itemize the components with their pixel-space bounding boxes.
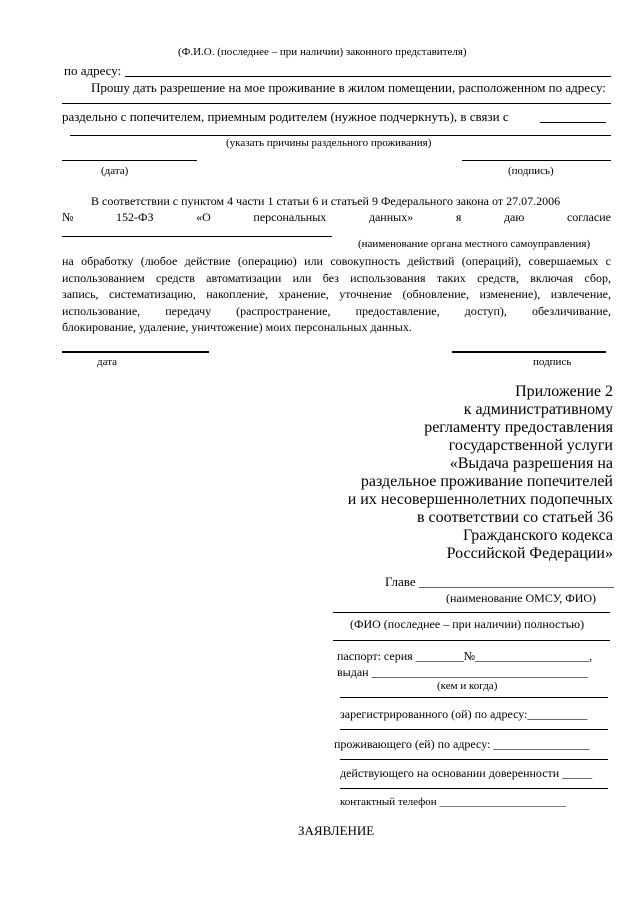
consent-line-2 xyxy=(62,211,611,223)
fio-line xyxy=(333,612,610,613)
consent-paragraph xyxy=(62,253,611,336)
signature-line xyxy=(462,160,611,161)
consent-word: даю xyxy=(503,210,525,224)
appendix-line: регламенту предоставления xyxy=(424,419,613,436)
issued-line: выдан ____________________________________ xyxy=(337,665,588,679)
issued-caption: (кем и когда) xyxy=(437,680,498,692)
consent-word: 152-ФЗ xyxy=(116,210,154,224)
consent-para-line: использование, передачу (распространение, предоставление, доступ), обезличивание, xyxy=(62,303,611,318)
appendix-line: в соответствии со статьей 36 xyxy=(417,509,613,526)
reason-line xyxy=(70,135,611,136)
reason-fill-line xyxy=(540,122,606,123)
head-label: Главе ______________________________ xyxy=(385,574,614,589)
appendix-line: раздельное проживание попечителей xyxy=(360,473,613,490)
residing-fill-line xyxy=(340,759,608,760)
consent-word: я xyxy=(455,210,462,224)
consent-para-line: запись, систематизацию, накопление, хранение, уточнение (обновление, изменение), извлечение, xyxy=(62,287,611,301)
request-address-line xyxy=(62,103,611,104)
signature-caption: (подпись) xyxy=(508,165,554,177)
appendix-line: государственной услуги xyxy=(448,437,613,454)
fio-caption: (Ф.И.О. (последнее – при наличии) законного представителя) xyxy=(178,46,467,58)
consent-date-line xyxy=(62,351,209,353)
consent-word: «О xyxy=(196,210,211,224)
address-line xyxy=(125,76,611,77)
residing-line: проживающего (ей) по адресу: ________________ xyxy=(334,737,590,751)
consent-signature-line xyxy=(452,351,606,353)
organ-line xyxy=(62,236,332,237)
consent-word: согласие xyxy=(566,210,611,224)
consent-word: № xyxy=(62,210,74,224)
appendix-line: «Выдача разрешения на xyxy=(449,455,613,472)
registered-line: зарегистрированного (ой) по адресу:__________ xyxy=(340,707,588,721)
request-line: Прошу дать разрешение на мое проживание в жилом помещении, расположенном по адресу: xyxy=(91,80,606,95)
consent-word: персональных xyxy=(253,210,327,224)
consent-line-1: В соответствии с пунктом 4 части 1 статьи 6 и статьей 9 Федерального закона от 27.07.2006 xyxy=(91,194,561,208)
appendix-line: и их несовершеннолетних подопечных xyxy=(347,491,613,508)
consent-para-last: блокирование, удаление, уничтожение) моих персональных данных. xyxy=(62,320,412,334)
fio-full-caption: (ФИО (последнее – при наличии) полностью) xyxy=(350,617,585,631)
appendix-line: Российской Федерации» xyxy=(446,545,613,562)
passport-line: паспорт: серия ________№___________________, xyxy=(337,649,593,663)
registered-fill-line xyxy=(340,729,608,730)
acting-line: действующего на основании доверенности _____ xyxy=(340,766,593,780)
fio-line-2 xyxy=(333,640,610,641)
organ-caption: (наименование органа местного самоуправления) xyxy=(358,238,591,250)
reason-caption: (указать причины раздельного проживания) xyxy=(226,137,432,149)
issued-fill-line xyxy=(340,697,608,698)
date-caption: (дата) xyxy=(101,165,129,177)
phone-line: контактный телефон _______________________ xyxy=(340,796,566,808)
consent-date-label: дата xyxy=(97,356,118,368)
appendix-block xyxy=(348,383,613,563)
omsu-caption: (наименование ОМСУ, ФИО) xyxy=(446,591,597,605)
appendix-line: Гражданского кодекса xyxy=(463,527,613,544)
consent-word: данных» xyxy=(368,210,414,224)
appendix-line: к административному xyxy=(463,401,613,418)
acting-fill-line xyxy=(340,788,608,789)
address-label: по адресу: xyxy=(64,63,122,78)
consent-signature-label: подпись xyxy=(533,356,572,368)
date-line xyxy=(62,160,197,161)
appendix-line: Приложение 2 xyxy=(515,383,613,400)
document-title: ЗАЯВЛЕНИЕ xyxy=(298,823,375,838)
consent-para-line: на обработку (любое действие (операцию) или совокупность действий (операций), совершаемых с xyxy=(62,254,611,268)
consent-para-line: использованием средств автоматизации или без использования таких средств, включая сбор, xyxy=(62,270,611,285)
separate-living-line: раздельно с попечителем, приемным родителем (нужное подчеркнуть), в связи с xyxy=(62,109,509,124)
